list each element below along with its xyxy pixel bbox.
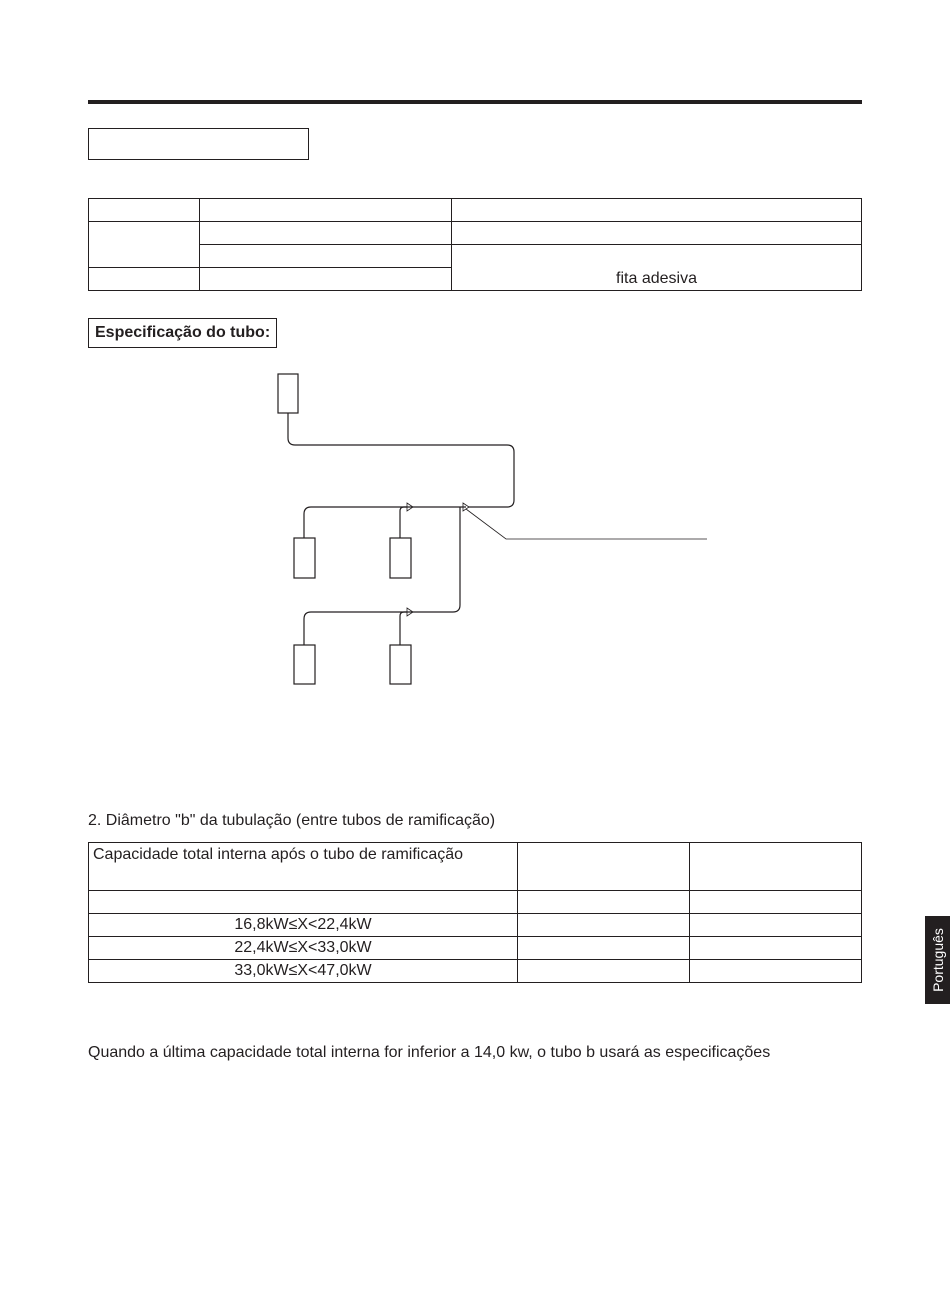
column-header: [690, 843, 862, 891]
table-row: [89, 914, 862, 937]
column-header: [518, 843, 690, 891]
table-header-row: [89, 843, 862, 891]
language-tab: [925, 916, 950, 1004]
branch-pipe-upper: [304, 507, 466, 538]
table-cell: [690, 891, 862, 914]
branch-drop-upper: [400, 507, 407, 538]
indoor-unit: [390, 538, 411, 578]
table-cell: [518, 937, 690, 960]
table-cell: [690, 937, 862, 960]
table-cell: [518, 914, 690, 937]
indoor-unit: [390, 645, 411, 684]
diameter-table: [88, 842, 862, 983]
language-tab-label: Português: [929, 928, 946, 992]
table-cell: [518, 960, 690, 983]
table-row: [89, 891, 862, 914]
table-cell: 16,8kW≤X<22,4kW: [89, 914, 518, 937]
table-cell: [518, 891, 690, 914]
table-cell: [690, 914, 862, 937]
indoor-unit: [294, 538, 315, 578]
note-paragraph: Quando a última capacidade total interna for inferior a 14,0 kw, o tubo b usará as especificações: [88, 1044, 771, 1061]
branch-pipe-lower: [304, 507, 460, 645]
pipe-spec-label: Especificação do tubo:: [88, 318, 277, 348]
outdoor-unit: [278, 374, 298, 413]
table-cell: 22,4kW≤X<33,0kW: [89, 937, 518, 960]
branch-drop-lower: [400, 612, 407, 645]
table-row: [89, 937, 862, 960]
leader-line: [466, 509, 707, 539]
tape-cell: fita adesiva: [452, 245, 862, 291]
table-cell: [690, 960, 862, 983]
section-caption: 2. Diâmetro "b" da tubulação (entre tubos de ramificação): [88, 812, 496, 829]
table-cell: [89, 891, 518, 914]
table-row: [89, 960, 862, 983]
main-pipe: [288, 413, 514, 507]
table-cell: 33,0kW≤X<47,0kW: [89, 960, 518, 983]
indoor-unit: [294, 645, 315, 684]
column-header: Capacidade total interna após o tubo de ramificação: [89, 843, 518, 891]
